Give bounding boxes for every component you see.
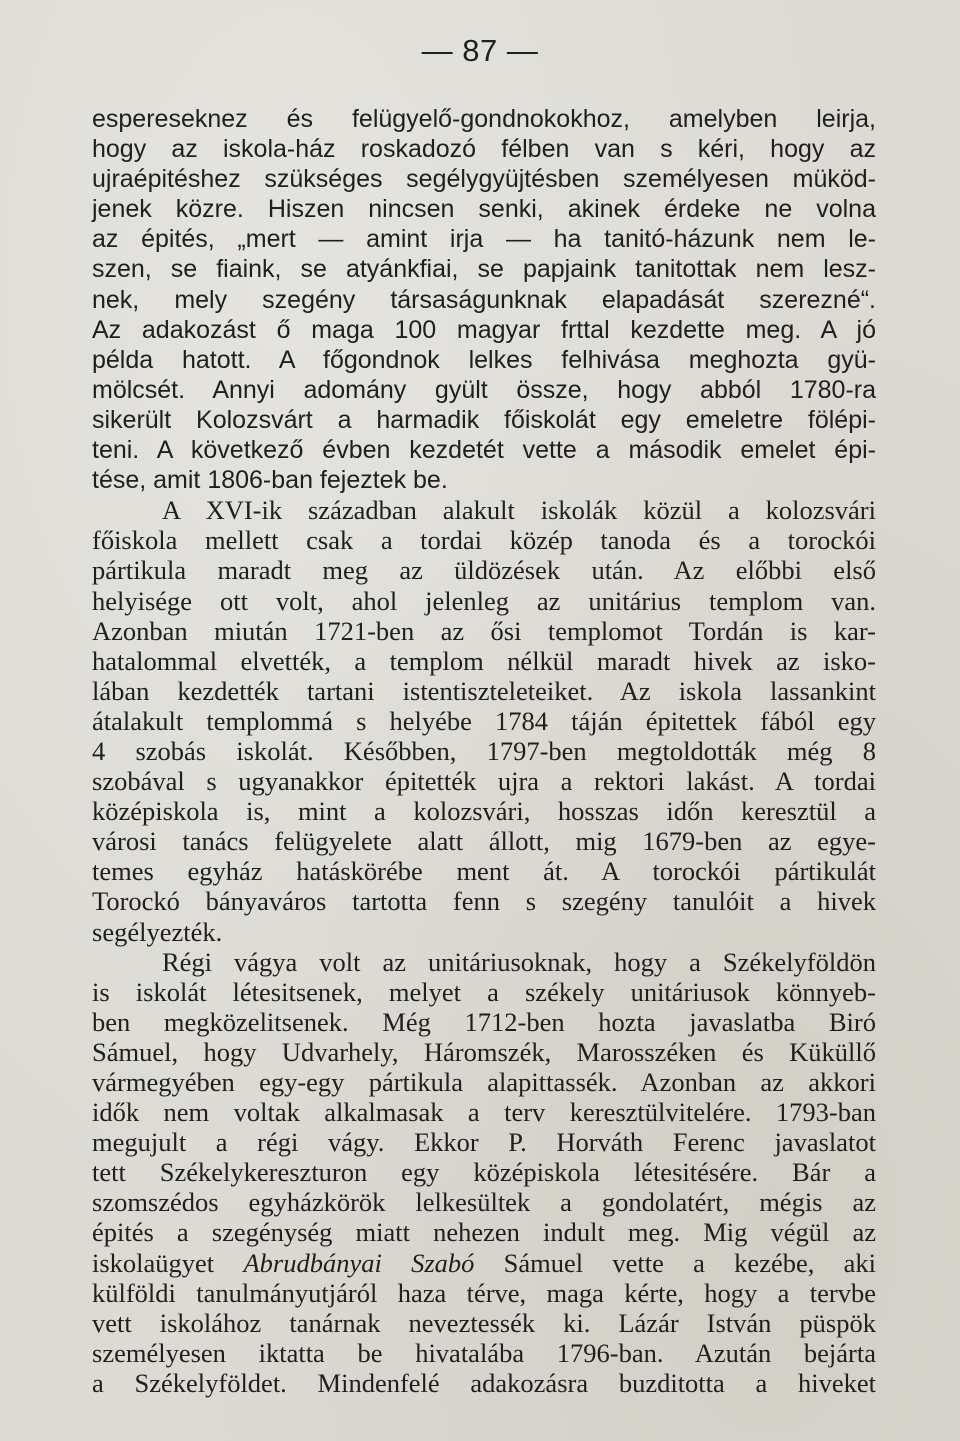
text-line: tése, amit 1806-ban fejeztek be.	[92, 466, 448, 495]
text-line: pártikula maradt meg az üldözések után. Az előbbi első	[92, 555, 876, 586]
text-line: 4 szobás iskolát. Későbben, 1797-ben megtoldották még 8	[92, 735, 876, 766]
text-line: példa hatott. A főgondnok lelkes felhivása meghozta gyü-	[92, 345, 876, 374]
text-line: főiskola mellett csak a tordai közép tanoda és a torockói	[92, 525, 876, 556]
text-line: nek, mely szegény társaságunknak elapadását szerezné“.	[92, 285, 876, 314]
text-line: Azonban miután 1721-ben az ősi templomot Tordán is kar-	[92, 615, 876, 646]
page-number: — 87 —	[421, 33, 539, 68]
text-line: temes egyház hatáskörébe ment át. A torockói pártikulát	[92, 856, 876, 887]
text-line: mölcsét. Annyi adomány gyült össze, hogy abból 1780-ra	[92, 375, 876, 404]
text-line: városi tanács felügyelete alatt állott, mig 1679-ben az egye-	[92, 826, 876, 857]
text-segment: Sámuel vette a kezébe, aki	[474, 1247, 876, 1278]
text-line-with-italic-name	[92, 1248, 876, 1278]
text-line: Sámuel, hogy Udvarhely, Háromszék, Marosszéken és Küküllő	[92, 1036, 876, 1067]
text-line: Torockó bányaváros tartotta fenn s szegény tanulóit a hivek	[92, 886, 876, 917]
text-line: épités a szegénység miatt nehezen indult meg. Mig végül az	[92, 1217, 876, 1248]
text-line: ujraépitéshez szükséges segélygyüjtésben személyesen müköd-	[92, 165, 876, 194]
text-line: középiskola is, mint a kolozsvári, hosszas időn keresztül a	[92, 796, 876, 827]
text-line: szobával s ugyanakkor épitették ujra a rektori lakást. A tordai	[92, 766, 876, 797]
paragraph-start-line: Régi vágya volt az unitáriusoknak, hogy a Székelyföldön	[162, 946, 876, 977]
text-line: vármegyében egy-egy pártikula alapittassék. Azonban az akkori	[92, 1067, 876, 1097]
text-line: szomszédos egyházkörök lelkesültek a gondolatért, mégis az	[92, 1187, 876, 1218]
text-line: átalakult templommá s helyébe 1784 táján épitettek fából egy	[92, 705, 876, 736]
text-line: lában kezdették tartani istentiszteleteiket. Az iskola lassankint	[92, 675, 876, 706]
text-line: külföldi tanulmányutjáról haza térve, maga kérte, hogy a tervbe	[92, 1277, 876, 1308]
text-line: hatalommal elvették, a templom nélkül maradt hivek az isko-	[92, 645, 876, 676]
text-line: Az adakozást ő maga 100 magyar frttal kezdette meg. A jó	[92, 315, 876, 344]
text-line: megujult a régi vágy. Ekkor P. Horváth Ferenc javaslatot	[92, 1127, 876, 1158]
text-line: szen, se fiaink, se atyánkfiai, se papjaink tanitottak nem lesz-	[92, 255, 876, 284]
text-line: az épités, „mert — amint irja — ha tanitó-házunk nem le-	[92, 225, 876, 254]
text-line: a Székelyföldet. Mindenfelé adakozásra buzditotta a hiveket	[92, 1367, 876, 1398]
text-segment: iskolaügyet	[92, 1247, 244, 1278]
text-line: segélyezték.	[92, 916, 223, 947]
body-text	[92, 104, 876, 1398]
text-line: személyesen iktatta be hivatalába 1796-ban. Azután bejárta	[92, 1337, 876, 1368]
text-line: espereseknez és felügyelő-gondnokokhoz, amelyben leirja,	[92, 105, 876, 133]
text-line: idők nem voltak alkalmasak a terv keresztülvitelére. 1793-ban	[92, 1097, 876, 1128]
text-line: hogy az iskola-ház roskadozó félben van s kéri, hogy az	[92, 135, 876, 164]
text-line: vett iskolához tanárnak neveztessék ki. Lázár István püspök	[92, 1307, 876, 1338]
text-line: helyisége ott volt, ahol jelenleg az unitárius templom van.	[92, 585, 876, 616]
text-line: jenek közre. Hiszen nincsen senki, akinek érdeke ne volna	[92, 195, 876, 224]
text-line: sikerült Kolozsvárt a harmadik főiskolát egy emeletre fölépi-	[92, 405, 876, 434]
text-line: is iskolát létesitsenek, melyet a székely unitáriusok könnyeb-	[92, 976, 876, 1007]
paragraph-start-line: A XVI-ik században alakult iskolák közül a kolozsvári	[162, 495, 876, 526]
italic-person-name: Abrudbányai Szabó	[243, 1247, 475, 1278]
text-line: teni. A következő évben kezdetét vette a második emelet épi-	[92, 436, 876, 465]
text-line: tett Székelykereszturon egy középiskola létesitésére. Bár a	[92, 1157, 876, 1188]
text-line: ben megközelitsenek. Még 1712-ben hozta javaslatba Biró	[92, 1006, 876, 1037]
